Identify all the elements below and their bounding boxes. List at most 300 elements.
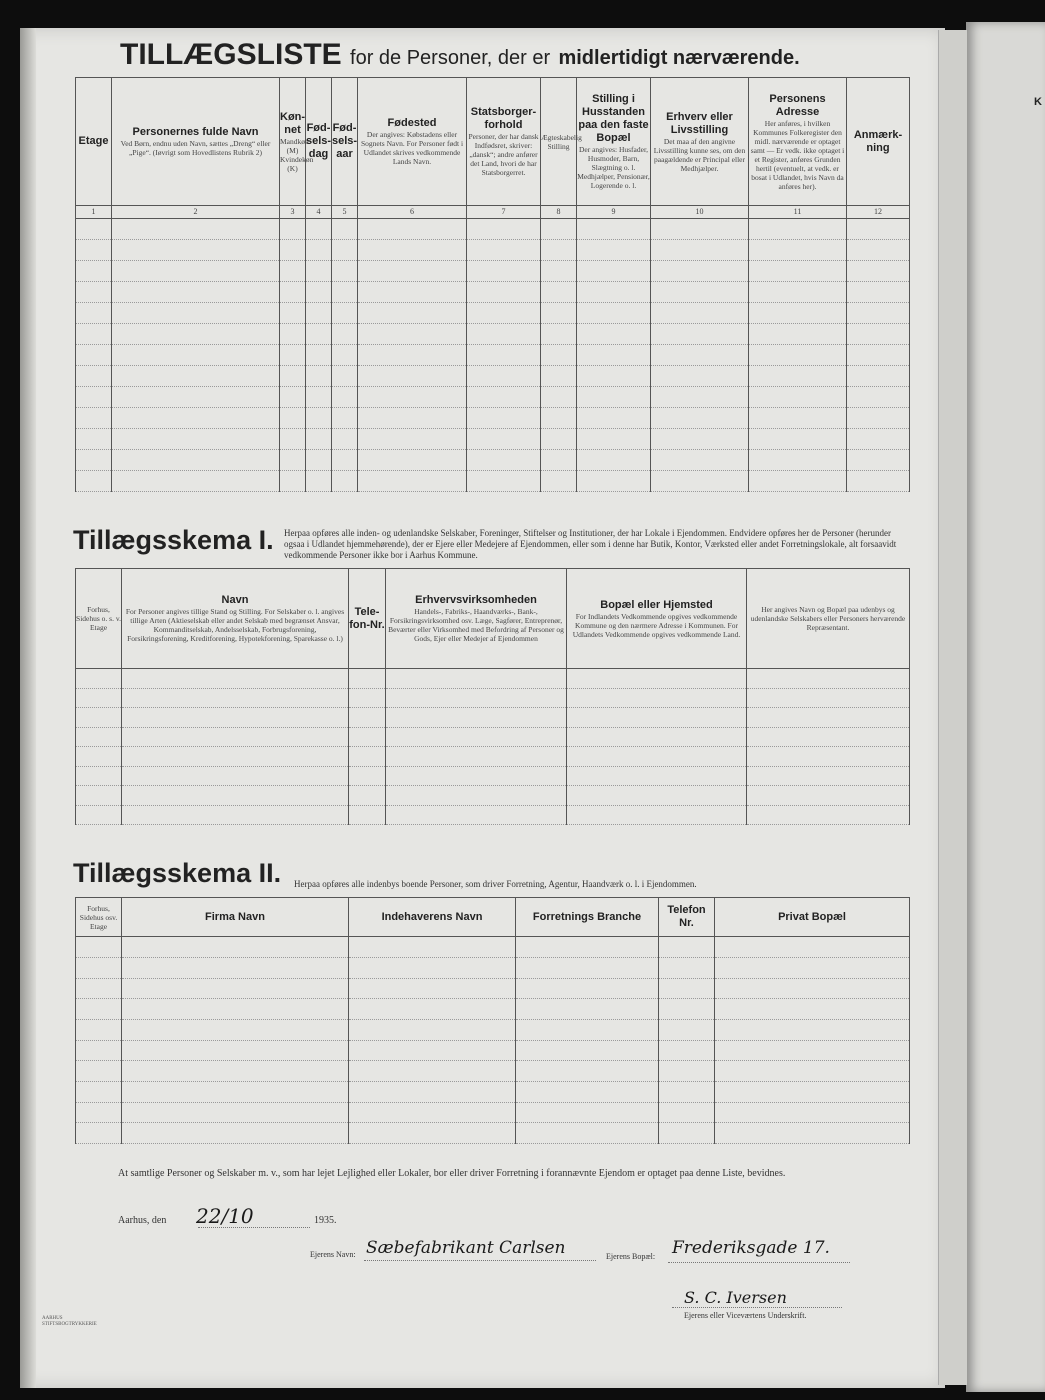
main-table-cell[interactable] (280, 428, 306, 449)
main-table-cell[interactable] (467, 239, 541, 260)
skema1-cell[interactable] (122, 708, 349, 727)
main-table-cell[interactable] (541, 281, 577, 302)
skema1-cell[interactable] (122, 805, 349, 824)
main-table-cell[interactable] (541, 386, 577, 407)
main-table-cell[interactable] (847, 302, 910, 323)
main-table-cell[interactable] (847, 344, 910, 365)
main-table-cell[interactable] (749, 449, 847, 470)
main-table-cell[interactable] (577, 260, 651, 281)
main-table-cell[interactable] (306, 323, 332, 344)
main-table-cell[interactable] (651, 344, 749, 365)
main-table-cell[interactable] (358, 386, 467, 407)
main-table-cell[interactable] (332, 386, 358, 407)
main-table-cell[interactable] (577, 365, 651, 386)
skema2-cell[interactable] (659, 957, 715, 978)
skema1-cell[interactable] (747, 766, 910, 785)
main-table-cell[interactable] (332, 260, 358, 281)
main-table-cell[interactable] (358, 365, 467, 386)
skema2-cell[interactable] (76, 978, 122, 999)
skema2-cell[interactable] (659, 1102, 715, 1123)
main-table-cell[interactable] (306, 386, 332, 407)
main-table-cell[interactable] (280, 365, 306, 386)
skema1-cell[interactable] (122, 688, 349, 707)
main-table-cell[interactable] (577, 281, 651, 302)
column-number: 12 (847, 206, 910, 218)
skema2-header-2 (122, 898, 349, 937)
skema2-cell[interactable] (349, 957, 516, 978)
skema1-cell[interactable] (567, 727, 747, 746)
main-table-cell[interactable] (749, 281, 847, 302)
skema2-cell[interactable] (76, 1123, 122, 1144)
main-table-cell[interactable] (306, 218, 332, 239)
main-table-cell[interactable] (577, 428, 651, 449)
skema1-cell[interactable] (122, 747, 349, 766)
main-table-cell[interactable] (651, 407, 749, 428)
skema2-cell[interactable] (715, 1081, 910, 1102)
main-table-cell[interactable] (749, 407, 847, 428)
main-table-cell[interactable] (749, 302, 847, 323)
skema2-cell[interactable] (122, 1019, 349, 1040)
main-table-cell[interactable] (76, 449, 112, 470)
main-table-cell[interactable] (749, 239, 847, 260)
skema1-cell[interactable] (386, 786, 567, 805)
main-table-cell[interactable] (332, 428, 358, 449)
skema2-cell[interactable] (516, 957, 659, 978)
main-table-cell[interactable] (332, 365, 358, 386)
skema1-cell[interactable] (567, 786, 747, 805)
skema2-cell[interactable] (659, 1123, 715, 1144)
skema2-cell[interactable] (659, 937, 715, 958)
main-table-cell[interactable] (112, 218, 280, 239)
main-table-cell[interactable] (306, 428, 332, 449)
skema1-cell[interactable] (76, 688, 122, 707)
main-table-cell[interactable] (358, 218, 467, 239)
main-table-header-title: Køn-net (280, 110, 306, 136)
skema1-cell[interactable] (349, 708, 386, 727)
skema2-title: Tillægsskema II. (73, 858, 282, 888)
skema2-cell[interactable] (349, 1040, 516, 1061)
skema2-cell[interactable] (349, 978, 516, 999)
skema2-cell[interactable] (715, 1123, 910, 1144)
main-table-row (76, 386, 910, 407)
skema2-cell[interactable] (122, 957, 349, 978)
main-table-cell[interactable] (332, 323, 358, 344)
main-table-cell[interactable] (358, 323, 467, 344)
main-table-cell[interactable] (306, 365, 332, 386)
skema1-cell[interactable] (76, 708, 122, 727)
skema2-cell[interactable] (516, 1081, 659, 1102)
skema1-cell[interactable] (747, 688, 910, 707)
main-table-cell[interactable] (467, 281, 541, 302)
skema2-cell[interactable] (76, 1019, 122, 1040)
skema2-cell[interactable] (76, 957, 122, 978)
skema2-cell[interactable] (76, 1040, 122, 1061)
main-table-cell[interactable] (280, 344, 306, 365)
main-table-cell[interactable] (332, 281, 358, 302)
skema1-cell[interactable] (349, 805, 386, 824)
main-table-cell[interactable] (541, 428, 577, 449)
main-table-cell[interactable] (577, 239, 651, 260)
skema1-cell[interactable] (76, 766, 122, 785)
main-table-cell[interactable] (651, 428, 749, 449)
main-table-cell[interactable] (76, 470, 112, 491)
main-table-cell[interactable] (306, 344, 332, 365)
main-table-cell[interactable] (541, 218, 577, 239)
main-table-cell[interactable] (651, 302, 749, 323)
main-table-cell[interactable] (577, 344, 651, 365)
main-table-cell[interactable] (306, 449, 332, 470)
main-table-cell[interactable] (577, 323, 651, 344)
skema2-cell[interactable] (516, 937, 659, 958)
main-table-cell[interactable] (280, 386, 306, 407)
main-table-header-sub: Ved Børn, endnu uden Navn, sættes „Dreng“ eller „Pige“. (Iøvrigt som Hovedlistens Rubrik 2) (120, 139, 271, 158)
main-table-cell[interactable] (332, 449, 358, 470)
main-table-cell[interactable] (577, 407, 651, 428)
skema2-cell[interactable] (659, 1040, 715, 1061)
main-table-cell[interactable] (112, 407, 280, 428)
main-table-cell[interactable] (358, 449, 467, 470)
main-table-header-title: Erhverv eller Livsstilling (666, 110, 733, 136)
main-table-cell[interactable] (112, 281, 280, 302)
main-table-cell[interactable] (358, 407, 467, 428)
main-table-cell[interactable] (306, 281, 332, 302)
skema2-cell[interactable] (122, 1102, 349, 1123)
skema2-cell[interactable] (659, 1061, 715, 1082)
main-table-cell[interactable] (358, 302, 467, 323)
skema1-cell[interactable] (567, 805, 747, 824)
main-table-cell[interactable] (280, 449, 306, 470)
main-table-row (76, 302, 910, 323)
main-table-cell[interactable] (76, 302, 112, 323)
skema2-cell[interactable] (76, 1061, 122, 1082)
skema2-cell[interactable] (76, 1102, 122, 1123)
main-table-cell[interactable] (651, 281, 749, 302)
main-table-cell[interactable] (280, 218, 306, 239)
skema2-cell[interactable] (349, 1061, 516, 1082)
skema1-cell[interactable] (747, 805, 910, 824)
main-table-cell[interactable] (76, 344, 112, 365)
skema1-cell[interactable] (386, 805, 567, 824)
skema2-cell[interactable] (122, 999, 349, 1020)
main-table-cell[interactable] (332, 218, 358, 239)
main-table-cell[interactable] (112, 428, 280, 449)
skema1-cell[interactable] (567, 688, 747, 707)
main-table-cell[interactable] (467, 218, 541, 239)
main-table-cell[interactable] (749, 218, 847, 239)
skema2-cell[interactable] (122, 937, 349, 958)
skema1-cell[interactable] (76, 747, 122, 766)
main-table-cell[interactable] (467, 407, 541, 428)
main-table-cell[interactable] (847, 386, 910, 407)
main-table-cell[interactable] (467, 260, 541, 281)
main-table-header-sub: Der angives: Husfader, Husmoder, Barn, Slægtning o. l. Medhjælper, Pensionær, Logerende o. l. (577, 145, 650, 191)
skema1-cell[interactable] (76, 669, 122, 688)
main-table-cell[interactable] (112, 302, 280, 323)
main-table-cell[interactable] (306, 239, 332, 260)
skema1-row (76, 786, 910, 805)
main-table-cell[interactable] (280, 470, 306, 491)
main-table-cell[interactable] (332, 407, 358, 428)
skema2-cell[interactable] (349, 1019, 516, 1040)
main-table-cell[interactable] (749, 344, 847, 365)
main-table-cell[interactable] (749, 260, 847, 281)
printer-mark: AARHUS STIFTSBOGTRYKKERIE (42, 1316, 97, 1327)
main-table-cell[interactable] (749, 386, 847, 407)
main-table-cell[interactable] (467, 323, 541, 344)
main-table-cell[interactable] (541, 344, 577, 365)
skema2-cell[interactable] (516, 1061, 659, 1082)
skema1-cell[interactable] (349, 786, 386, 805)
skema1-row (76, 766, 910, 785)
main-table-cell[interactable] (467, 470, 541, 491)
skema1-cell[interactable] (386, 669, 567, 688)
main-table-row (76, 449, 910, 470)
main-table-cell[interactable] (332, 302, 358, 323)
skema1-row (76, 727, 910, 746)
skema2-cell[interactable] (349, 999, 516, 1020)
main-table-cell[interactable] (847, 449, 910, 470)
skema2-cell[interactable] (516, 1123, 659, 1144)
skema2-cell[interactable] (659, 978, 715, 999)
skema1-cell[interactable] (747, 708, 910, 727)
main-table-cell[interactable] (358, 428, 467, 449)
skema2-row (76, 1123, 910, 1144)
skema2-cell[interactable] (349, 1123, 516, 1144)
main-table-header-title: Statsborger-forhold (470, 106, 537, 132)
main-table-cell[interactable] (541, 323, 577, 344)
skema2-row (76, 978, 910, 999)
main-table-cell[interactable] (651, 449, 749, 470)
main-table-header-sub: Der angives: Købstadens eller Sognets Navn. For Personer født i Udlandet skrives vedkommende Lands Navn. (360, 130, 464, 167)
skema1-cell[interactable] (76, 727, 122, 746)
main-table-row (76, 365, 910, 386)
main-table-cell[interactable] (280, 302, 306, 323)
skema2-cell[interactable] (715, 937, 910, 958)
skema1-cell[interactable] (567, 747, 747, 766)
main-table-cell[interactable] (358, 239, 467, 260)
main-table-cell[interactable] (847, 365, 910, 386)
skema2-row (76, 937, 910, 958)
main-table-cell[interactable] (541, 407, 577, 428)
skema2-cell[interactable] (715, 978, 910, 999)
main-table-cell[interactable] (76, 428, 112, 449)
main-table-cell[interactable] (306, 260, 332, 281)
skema1-cell[interactable] (349, 747, 386, 766)
main-table-cell[interactable] (332, 470, 358, 491)
skema1-cell[interactable] (747, 786, 910, 805)
main-table-cell[interactable] (577, 449, 651, 470)
skema1-header-sub: Forhus, Sidehus o. s. v. Etage (76, 605, 121, 633)
main-table-cell[interactable] (280, 407, 306, 428)
skema2-cell[interactable] (122, 978, 349, 999)
main-table-cell[interactable] (577, 302, 651, 323)
skema2-cell[interactable] (516, 999, 659, 1020)
main-table-cell[interactable] (112, 260, 280, 281)
main-table-cell[interactable] (467, 386, 541, 407)
skema2-cell[interactable] (516, 1102, 659, 1123)
main-table-cell[interactable] (541, 239, 577, 260)
main-table-cell[interactable] (306, 407, 332, 428)
main-table-cell[interactable] (847, 407, 910, 428)
main-table-cell[interactable] (577, 470, 651, 491)
skema2-cell[interactable] (76, 999, 122, 1020)
skema1-cell[interactable] (747, 747, 910, 766)
skema2-cell[interactable] (715, 999, 910, 1020)
skema1-cell[interactable] (76, 786, 122, 805)
skema2-cell[interactable] (122, 1123, 349, 1144)
skema2-cell[interactable] (76, 1081, 122, 1102)
main-table-cell[interactable] (280, 281, 306, 302)
main-table-cell[interactable] (847, 428, 910, 449)
main-table-cell[interactable] (76, 239, 112, 260)
main-table-cell[interactable] (467, 302, 541, 323)
main-table-cell[interactable] (306, 470, 332, 491)
main-table-cell[interactable] (651, 323, 749, 344)
skema2-cell[interactable] (659, 1019, 715, 1040)
main-table-cell[interactable] (306, 302, 332, 323)
skema2-header-sub: Forhus, Sidehus osv. Etage (79, 903, 118, 931)
main-table-cell[interactable] (280, 239, 306, 260)
skema1-cell[interactable] (386, 688, 567, 707)
skema1-cell[interactable] (122, 727, 349, 746)
skema2-cell[interactable] (715, 1040, 910, 1061)
skema1-cell[interactable] (386, 747, 567, 766)
column-number: 2 (112, 206, 280, 218)
main-table-cell[interactable] (847, 260, 910, 281)
skema2-cell[interactable] (659, 999, 715, 1020)
main-table-cell[interactable] (577, 218, 651, 239)
main-table-cell[interactable] (76, 365, 112, 386)
skema1-cell[interactable] (386, 727, 567, 746)
main-table-cell[interactable] (651, 239, 749, 260)
main-table-cell[interactable] (76, 323, 112, 344)
main-table-cell[interactable] (651, 365, 749, 386)
skema1-text: Herpaa opføres alle inden- og udenlandske Selskaber, Foreninger, Stiftelser og Institutioner, der har Lokale i Ejendommen. Endvidere opføres her de Personer (herunder ogsaa i Udlandet hjemmehørende), der er Ejere eller Medejere af Ejendommen, eller som i denne har Butik, Kontor, Værksted eller andet Forretningslokale, alt forsaavidt vedkommende Personer ikke bor i Aarhus Kommune. (284, 528, 897, 560)
main-table-cell[interactable] (749, 323, 847, 344)
skema2-cell[interactable] (715, 1061, 910, 1082)
main-table-cell[interactable] (541, 449, 577, 470)
main-table-cell[interactable] (358, 470, 467, 491)
main-table-cell[interactable] (112, 386, 280, 407)
skema2-cell[interactable] (349, 1081, 516, 1102)
main-table-cell[interactable] (76, 281, 112, 302)
main-table-cell[interactable] (358, 344, 467, 365)
main-table-cell[interactable] (749, 470, 847, 491)
main-table-header-sub: Personer, der har dansk Indfødsret, skriver: „dansk“; andre anfører det Land, hvori de har Statsborgerret. (468, 132, 539, 178)
main-table-cell[interactable] (847, 218, 910, 239)
main-table-cell[interactable] (541, 470, 577, 491)
main-table-cell[interactable] (112, 323, 280, 344)
skema2-cell[interactable] (76, 937, 122, 958)
main-table-cell[interactable] (749, 365, 847, 386)
date-line (198, 1227, 310, 1228)
skema2-cell[interactable] (715, 1019, 910, 1040)
main-table-cell[interactable] (467, 449, 541, 470)
skema1-cell[interactable] (349, 688, 386, 707)
skema1-cell[interactable] (122, 786, 349, 805)
skema1-table (75, 568, 910, 825)
address-line (668, 1262, 850, 1263)
main-table-cell[interactable] (651, 386, 749, 407)
main-table-cell[interactable] (651, 470, 749, 491)
main-table-cell[interactable] (651, 218, 749, 239)
skema1-cell[interactable] (349, 669, 386, 688)
skema1-cell[interactable] (567, 766, 747, 785)
main-table-cell[interactable] (76, 218, 112, 239)
skema1-cell[interactable] (349, 727, 386, 746)
main-table-cell[interactable] (651, 260, 749, 281)
skema2-cell[interactable] (122, 1081, 349, 1102)
main-table-cell[interactable] (112, 239, 280, 260)
main-table-cell[interactable] (467, 428, 541, 449)
skema1-cell[interactable] (386, 766, 567, 785)
main-table-cell[interactable] (541, 260, 577, 281)
skema1-cell[interactable] (567, 669, 747, 688)
skema2-cell[interactable] (715, 1102, 910, 1123)
main-table-header-title: Etage (78, 135, 109, 148)
skema1-cell[interactable] (122, 669, 349, 688)
main-table-cell[interactable] (541, 365, 577, 386)
main-table-cell[interactable] (358, 281, 467, 302)
main-table-cell[interactable] (112, 365, 280, 386)
skema2-header-6 (715, 898, 910, 937)
skema2-cell[interactable] (715, 957, 910, 978)
main-table-cell[interactable] (280, 260, 306, 281)
skema1-cell[interactable] (122, 766, 349, 785)
main-table-cell[interactable] (847, 323, 910, 344)
main-table-cell[interactable] (112, 449, 280, 470)
skema2-cell[interactable] (122, 1061, 349, 1082)
main-table-cell[interactable] (76, 386, 112, 407)
skema1-cell[interactable] (747, 727, 910, 746)
skema1-cell[interactable] (386, 708, 567, 727)
skema1-cell[interactable] (76, 805, 122, 824)
skema2-cell[interactable] (516, 1040, 659, 1061)
skema1-cell[interactable] (747, 669, 910, 688)
skema2-cell[interactable] (516, 1019, 659, 1040)
skema1-cell[interactable] (349, 766, 386, 785)
main-table-cell[interactable] (358, 260, 467, 281)
main-table-cell[interactable] (112, 344, 280, 365)
main-table-cell[interactable] (76, 260, 112, 281)
skema2-cell[interactable] (122, 1040, 349, 1061)
main-table-cell[interactable] (541, 302, 577, 323)
main-table-header-title: Fød-sels-dag (306, 122, 332, 161)
main-table-cell[interactable] (749, 428, 847, 449)
main-table-cell[interactable] (76, 407, 112, 428)
skema1-header-3 (349, 569, 386, 669)
main-table-cell[interactable] (332, 239, 358, 260)
skema2-cell[interactable] (349, 937, 516, 958)
main-table-cell[interactable] (332, 344, 358, 365)
main-table-cell[interactable] (847, 281, 910, 302)
main-table-cell[interactable] (467, 344, 541, 365)
main-table-cell[interactable] (467, 365, 541, 386)
main-table-header-8 (541, 78, 582, 206)
skema2-cell[interactable] (516, 978, 659, 999)
main-table-cell[interactable] (577, 386, 651, 407)
skema1-cell[interactable] (567, 708, 747, 727)
main-table-cell[interactable] (112, 470, 280, 491)
main-table-cell[interactable] (280, 323, 306, 344)
main-table-header-2 (112, 78, 280, 206)
main-table-cell[interactable] (847, 470, 910, 491)
skema2-cell[interactable] (349, 1102, 516, 1123)
skema2-cell[interactable] (659, 1081, 715, 1102)
main-table-row (76, 260, 910, 281)
title-main: TILLÆGSLISTE (120, 38, 342, 71)
main-table-cell[interactable] (847, 239, 910, 260)
